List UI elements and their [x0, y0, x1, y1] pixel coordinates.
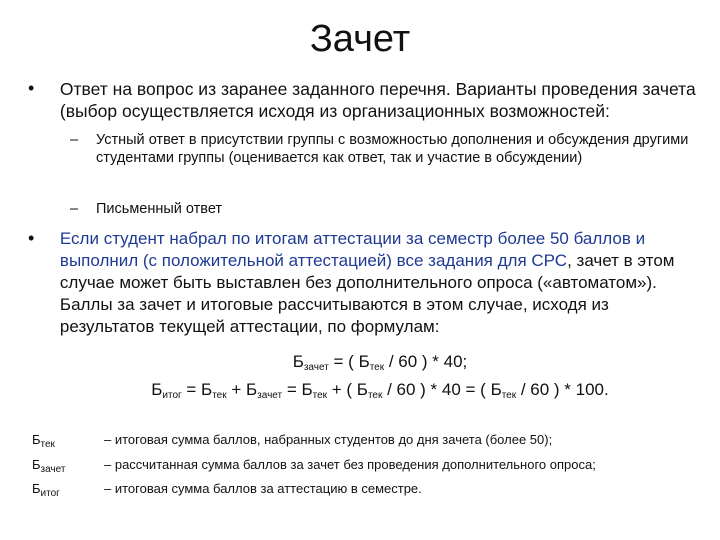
formula-zachet: $Б_{зачет}$ = ( $Б_{тек} / 60$ ) * 40; — [292, 352, 468, 373]
bullet-item-automatic — [28, 228, 698, 338]
sub-item-text: Письменный ответ — [96, 201, 223, 217]
bullet-marker: • — [28, 228, 35, 248]
legend-symbol: $Б_{зачет}$ — [32, 457, 66, 475]
legend-symbol: $Б_{тек}$ — [32, 432, 55, 450]
legend-description: – рассчитанная сумма баллов за зачет без проведения дополнительного опроса; — [104, 457, 596, 472]
legend-item-zachet — [32, 457, 596, 475]
legend-description: – итоговая сумма баллов, набранных студентов до дня зачета (более 50); — [104, 432, 553, 447]
legend-item-tek — [32, 432, 552, 450]
bullet-item-exam-format — [28, 78, 698, 122]
highlighted-condition: Если студент набрал по итогам аттестации за семестр более 50 баллов и выполнил (с положительной аттестацией) все задания для СРС — [59, 229, 646, 270]
bullet-marker: • — [28, 78, 35, 98]
slide-title: Зачет — [309, 18, 411, 60]
bullet-text — [60, 228, 698, 338]
legend-item-itog — [32, 481, 422, 499]
bullet-text-rest: , зачет в этом случае может быть выставлен без дополнительного опроса («автоматом»). Баллы за зачет и итоговые рассчитываются в этом случае, исходя из результатов текущей аттестации, по формулам: — [59, 251, 675, 336]
dash-marker: – — [70, 201, 79, 217]
legend-symbol: $Б_{итог}$ — [32, 481, 60, 499]
legend-description: – итоговая сумма баллов за аттестацию в семестре. — [104, 481, 422, 496]
sub-item-oral — [70, 131, 710, 167]
dash-marker: – — [70, 132, 79, 148]
sub-item-text: Устный ответ в присутствии группы с возможностью дополнения и обсуждения другими студентами группы (оценивается как ответ, так и участие в обсуждении) — [96, 132, 689, 166]
bullet-text: Ответ на вопрос из заранее заданного перечня. Варианты проведения зачета (выбор осуществляется исходя из организационных возможностей: — [59, 79, 696, 121]
formula-itog: $Б_{итог} = Б_{тек} + Б_{зачет} = Б_{тек}$ + ( $Б_{тек} / 60$ ) * 40 = ( $Б_{тек} / 60$ ) * 100. — [151, 380, 609, 401]
sub-item-written — [70, 200, 710, 218]
